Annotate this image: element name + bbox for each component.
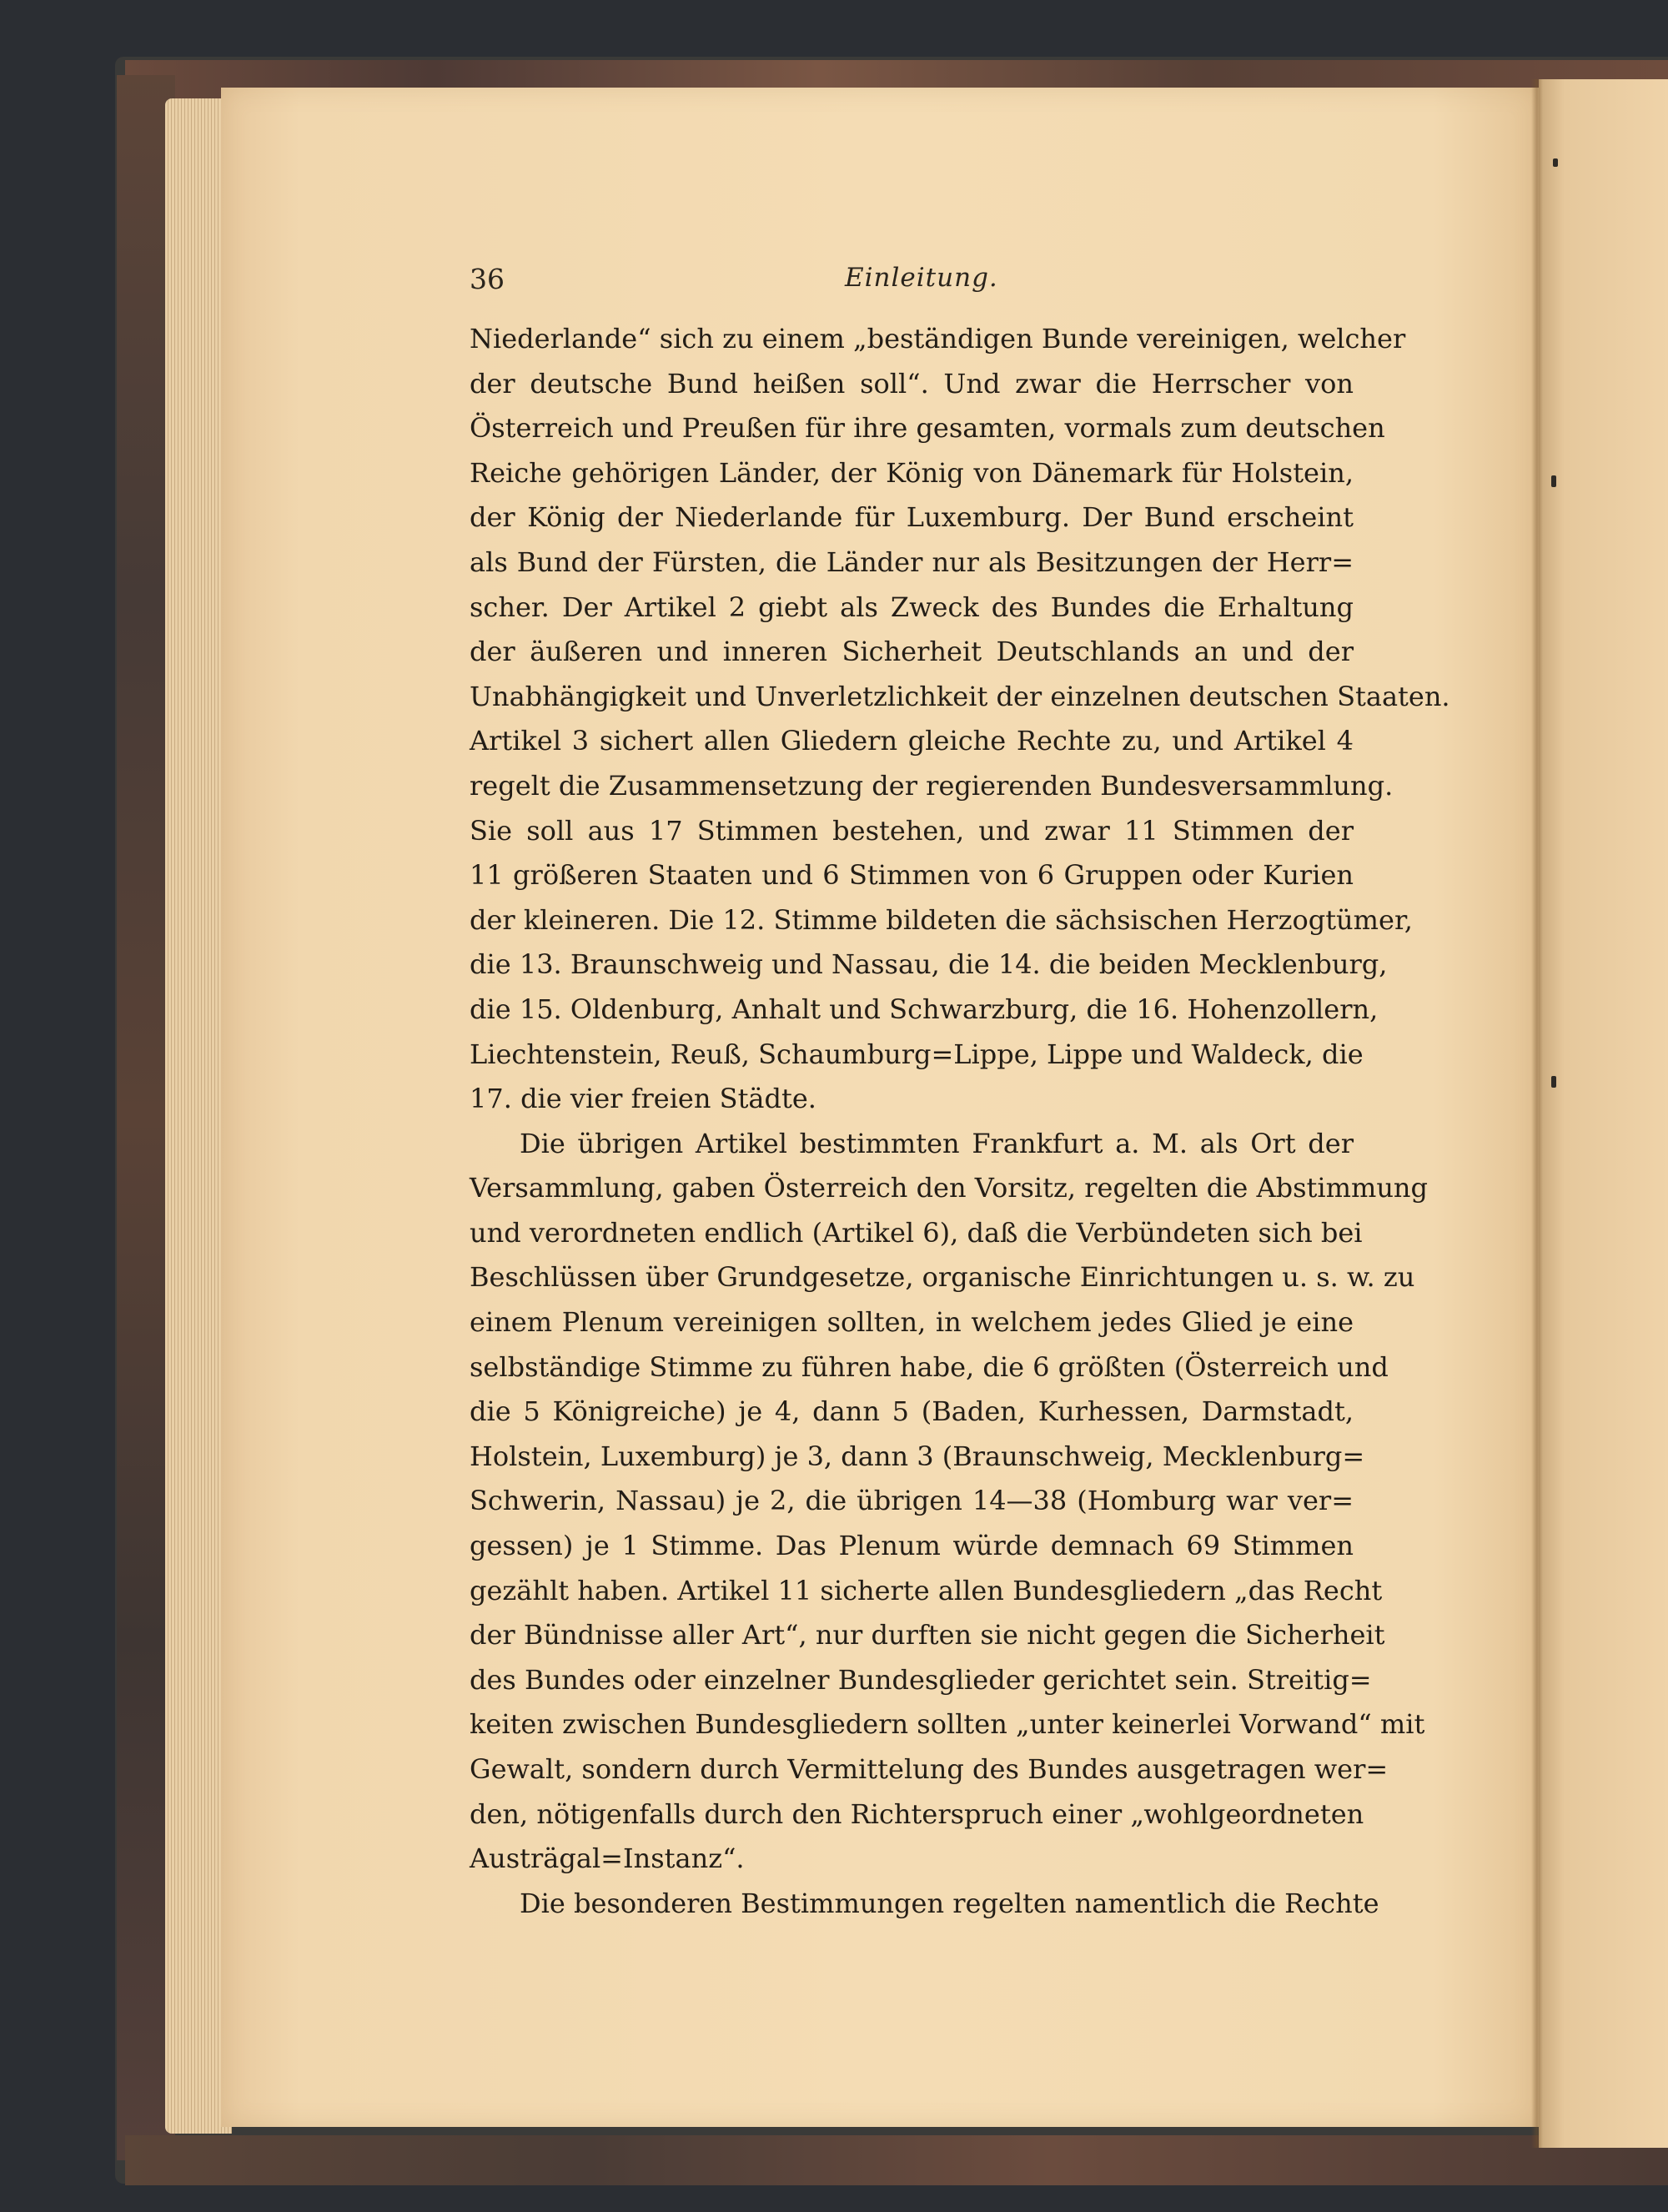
text-line: Austrägal=Instanz“. xyxy=(470,1842,745,1875)
margin-mark xyxy=(1551,475,1556,487)
page-number: 36 xyxy=(470,263,505,295)
text-line: den, nötigenfalls durch den Richterspruch einer „wohlgeordneten xyxy=(470,1797,1364,1830)
margin-mark xyxy=(1551,1076,1556,1088)
text-line: keiten zwischen Bundesgliedern sollten „unter keinerlei Vorwand“ mit xyxy=(470,1708,1425,1741)
text-line: Artikel 3 sichert allen Gliedern gleiche Rechte zu, und Artikel 4 xyxy=(470,725,1354,757)
margin-mark xyxy=(1553,158,1558,167)
text-line: Beschlüssen über Grundgesetze, organische Einrichtungen u. s. w. zu xyxy=(470,1261,1415,1294)
text-line: der äußeren und inneren Sicherheit Deutschlands an und der xyxy=(470,636,1354,668)
text-line: gezählt haben. Artikel 11 sicherte allen Bundesgliedern „das Recht xyxy=(470,1574,1383,1606)
text-line: Versammlung, gaben Österreich den Vorsitz, regelten die Abstimmung xyxy=(470,1172,1429,1204)
text-line: Niederlande“ sich zu einem „beständigen Bunde vereinigen, welcher xyxy=(470,323,1406,354)
text-line: selbständige Stimme zu führen habe, die 6 größten (Österreich und xyxy=(470,1350,1389,1383)
text-line: Liechtenstein, Reuß, Schaumburg=Lippe, Lippe und Waldeck, die xyxy=(470,1038,1364,1070)
text-line: der deutsche Bund heißen soll“. Und zwar die Herrscher von xyxy=(470,367,1354,400)
text-line: der kleineren. Die 12. Stimme bildeten die sächsischen Herzogtümer, xyxy=(470,903,1413,936)
text-line: die 5 Königreiche) je 4, dann 5 (Baden, Kurhessen, Darmstadt, xyxy=(470,1395,1354,1428)
text-line: gessen) je 1 Stimme. Das Plenum würde demnach 69 Stimmen xyxy=(470,1530,1354,1562)
text-line: einem Plenum vereinigen sollten, in welchem jedes Glied je eine xyxy=(470,1306,1354,1339)
text-line: scher. Der Artikel 2 giebt als Zweck des Bundes die Erhaltung xyxy=(470,591,1354,623)
marbled-cover-bottom xyxy=(125,2135,1668,2185)
text-line: des Bundes oder einzelner Bundesglieder gerichtet sein. Streitig= xyxy=(470,1663,1372,1696)
text-line: der Bündnisse aller Art“, nur durften sie nicht gegen die Sicherheit xyxy=(470,1619,1385,1651)
page-gutter xyxy=(1531,79,1543,2148)
text-line: regelt die Zusammensetzung der regierenden Bundesversammlung. xyxy=(470,769,1394,802)
text-line: Holstein, Luxemburg) je 3, dann 3 (Braunschweig, Mecklenburg= xyxy=(470,1440,1365,1472)
body-text xyxy=(470,317,1450,1926)
text-line: als Bund der Fürsten, die Länder nur als Besitzungen der Herr= xyxy=(470,545,1354,578)
text-line: Österreich und Preußen für ihre gesamten, vormals zum deutschen xyxy=(470,412,1385,445)
text-line: Die übrigen Artikel bestimmten Frankfurt a. M. als Ort der xyxy=(520,1127,1354,1159)
text-line: der König der Niederlande für Luxemburg. Der Bund erscheint xyxy=(470,501,1354,534)
text-line: Reiche gehörigen Länder, der König von Dänemark für Holstein, xyxy=(470,456,1354,489)
text-line: 11 größeren Staaten und 6 Stimmen von 6 Gruppen oder Kurien xyxy=(470,859,1354,892)
text-line: 17. die vier freien Städte. xyxy=(470,1083,816,1115)
text-line: Die besonderen Bestimmungen regelten namentlich die Rechte xyxy=(520,1887,1379,1919)
text-line: Schwerin, Nassau) je 2, die übrigen 14—38 (Homburg war ver= xyxy=(470,1485,1354,1517)
text-line: die 13. Braunschweig und Nassau, die 14. die beiden Mecklenburg, xyxy=(470,948,1388,981)
text-line: die 15. Oldenburg, Anhalt und Schwarzburg, die 16. Hohenzollern, xyxy=(470,993,1379,1025)
facing-page-edge xyxy=(1539,79,1668,2148)
text-line: und verordneten endlich (Artikel 6), daß die Verbündeten sich bei xyxy=(470,1216,1363,1249)
text-line: Sie soll aus 17 Stimmen bestehen, und zwar 11 Stimmen der xyxy=(470,814,1354,847)
text-line: Unabhängigkeit und Unverletzlichkeit der einzelnen deutschen Staaten. xyxy=(470,680,1450,712)
text-line: Gewalt, sondern durch Vermittelung des Bundes ausgetragen wer= xyxy=(470,1753,1389,1785)
page-header xyxy=(470,263,1354,304)
running-title: Einleitung. xyxy=(845,263,998,293)
